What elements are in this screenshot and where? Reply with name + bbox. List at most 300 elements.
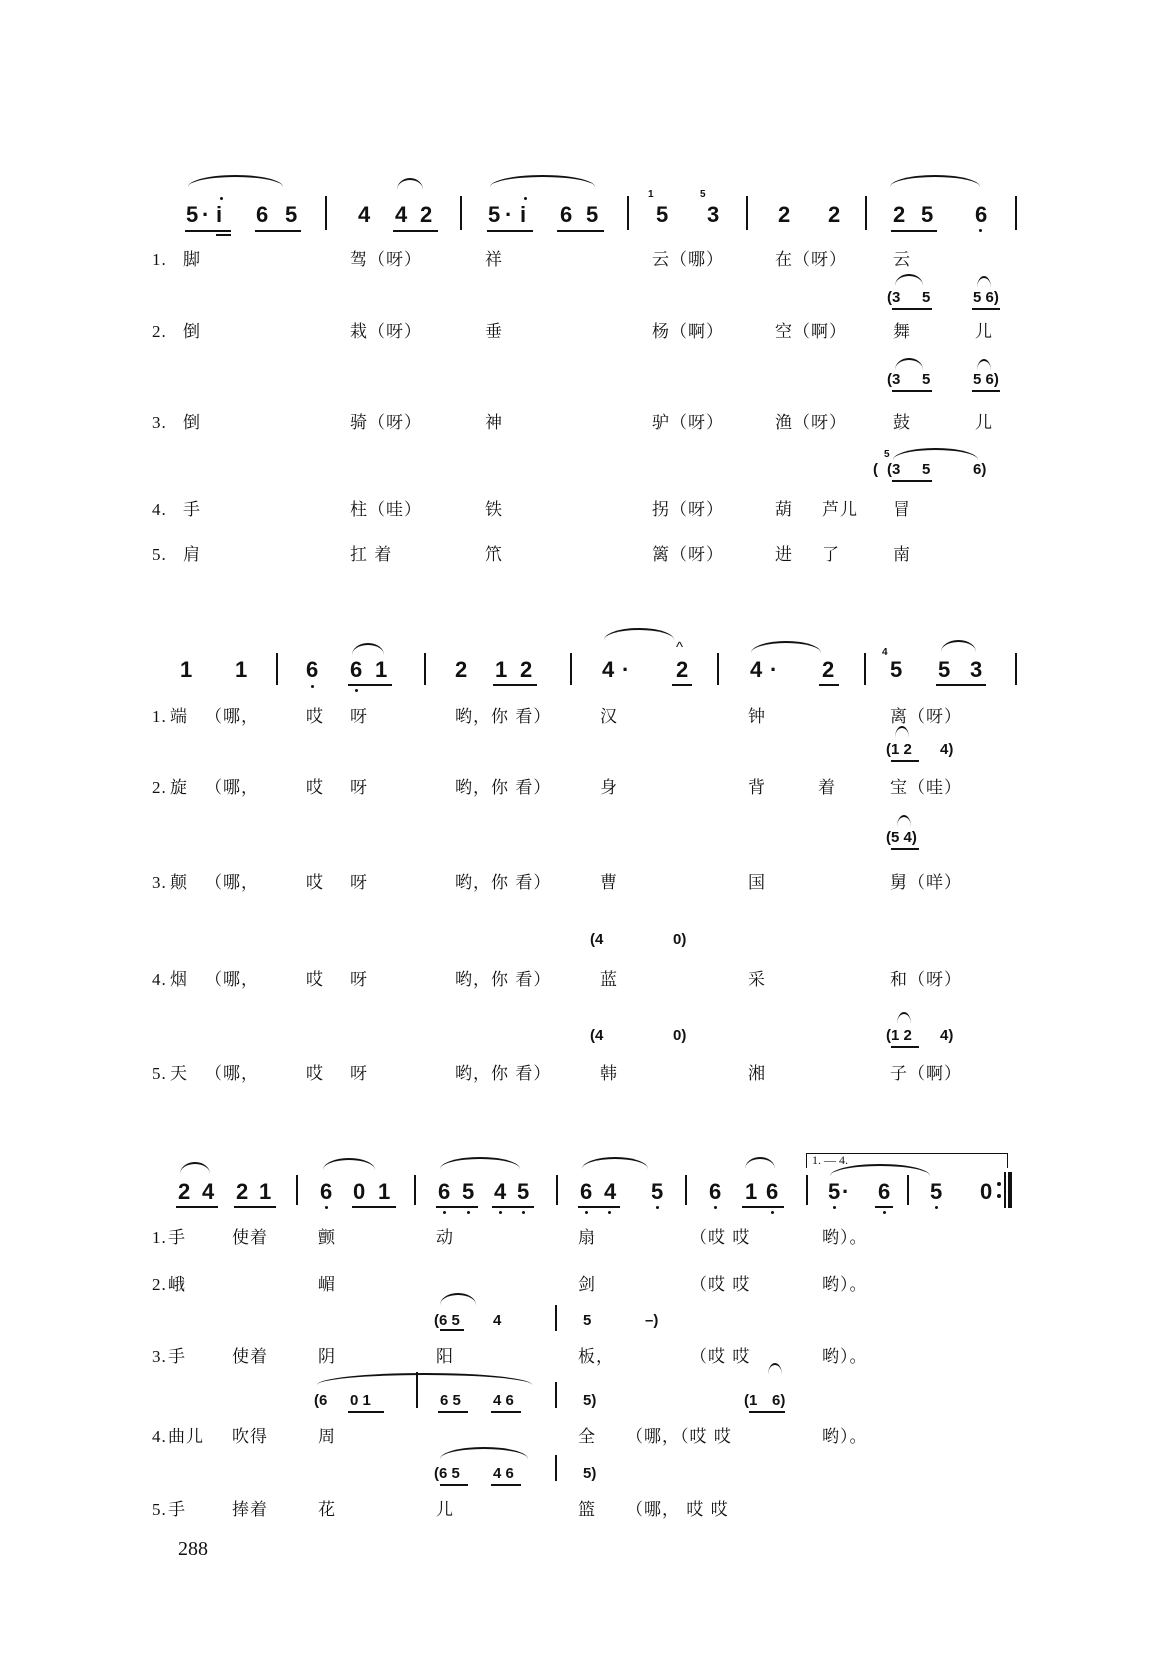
note: 5 6) — [973, 289, 999, 306]
lyric: 栽（呀） — [350, 322, 422, 342]
grace-note: 4 — [882, 647, 888, 658]
note: 5 — [938, 657, 951, 682]
barline — [685, 1175, 687, 1205]
barline — [627, 196, 629, 230]
slur — [751, 641, 821, 653]
note: 6) — [772, 1392, 786, 1409]
barline — [276, 653, 278, 685]
note: 0) — [673, 1027, 687, 1044]
lyric: 扇 — [578, 1228, 596, 1248]
lyric: 篱（呀） — [652, 545, 724, 565]
underline — [742, 1206, 784, 1208]
barline — [1015, 196, 1017, 230]
underline — [348, 1411, 384, 1413]
note: 2 — [893, 202, 906, 227]
lyric: （哪， — [205, 873, 259, 893]
note: 6 — [709, 1179, 722, 1204]
low-octave-dot — [833, 1206, 836, 1209]
note: 4 — [494, 1179, 507, 1204]
barline — [325, 196, 327, 230]
note: 6 — [306, 657, 319, 682]
note: 5 — [828, 1179, 841, 1204]
underline — [936, 684, 986, 686]
slur — [897, 815, 911, 827]
verse-number: 2. — [152, 1275, 167, 1294]
low-octave-dot — [499, 1211, 502, 1214]
high-octave-dot — [524, 197, 527, 200]
lyric: 杨（啊） — [652, 322, 724, 342]
note: 6 — [560, 202, 573, 227]
verse-number: 1. — [152, 250, 167, 269]
note: 3 — [707, 202, 720, 227]
lyric: 哟，你 看） — [455, 778, 552, 798]
note: (3 — [887, 371, 901, 388]
note: 4) — [940, 1027, 954, 1044]
lyric: 和（呀） — [890, 970, 962, 990]
lyric: 儿 — [436, 1500, 454, 1520]
note: 4 6 — [493, 1392, 514, 1409]
note: 2 — [420, 202, 433, 227]
note: 5 — [285, 202, 298, 227]
underline — [234, 1206, 276, 1208]
underline — [875, 1206, 893, 1208]
note: 0 — [353, 1179, 366, 1204]
underline — [749, 1411, 785, 1413]
lyric: 在（呀） — [775, 250, 847, 270]
barline — [806, 1175, 808, 1205]
lyric: 曹 — [600, 873, 618, 893]
verse-number: 5. — [152, 1064, 167, 1083]
note: i — [520, 202, 527, 227]
note: 5 — [186, 202, 199, 227]
barline — [864, 653, 866, 685]
note: (3 — [887, 461, 901, 478]
lyric: 峨 — [168, 1275, 186, 1295]
barline — [555, 1382, 557, 1408]
note: 5 — [656, 202, 669, 227]
lyric: 端 — [170, 707, 188, 727]
barline — [414, 1175, 416, 1205]
barline — [1015, 653, 1017, 685]
lyric: 湘 — [748, 1064, 766, 1084]
lyric: （哪，（哎 哎 — [626, 1427, 732, 1447]
note: (6 5 — [434, 1465, 460, 1482]
underline — [185, 230, 231, 232]
barline — [416, 1372, 418, 1408]
slur — [890, 175, 980, 187]
lyric: （哪， — [205, 970, 259, 990]
lyric: 子（啊） — [890, 1064, 962, 1084]
underline — [487, 230, 533, 232]
lyric: 使着 — [232, 1228, 268, 1248]
note: 5 — [488, 202, 501, 227]
underline — [440, 1484, 468, 1486]
note: 5 — [586, 202, 599, 227]
slur — [490, 175, 595, 187]
lyric: 驾（呀） — [350, 250, 422, 270]
underline — [491, 1411, 521, 1413]
lyric: 铁 — [485, 500, 503, 520]
note: 2 — [178, 1179, 191, 1204]
note: (6 5 — [434, 1312, 460, 1329]
slur — [941, 640, 976, 652]
note: 2 — [676, 657, 689, 682]
note: (6 — [314, 1392, 328, 1409]
lyric: 韩 — [600, 1064, 618, 1084]
note: 5 — [890, 657, 903, 682]
lyric: 了 — [822, 545, 840, 565]
lyric: 呀 — [350, 778, 368, 798]
lyric: 旋 — [170, 778, 188, 798]
barline — [296, 1175, 298, 1205]
lyric: 哎 — [306, 778, 324, 798]
note: 5 — [583, 1312, 592, 1329]
dot-rhythm: · — [202, 202, 210, 227]
note: 2 — [822, 657, 835, 682]
lyric: 背 — [748, 778, 766, 798]
lyric: 哎 — [306, 970, 324, 990]
lyric: 葫 — [775, 500, 793, 520]
note: 0) — [673, 931, 687, 948]
low-octave-dot — [608, 1211, 611, 1214]
note: 6 — [766, 1179, 779, 1204]
note: 6 — [256, 202, 269, 227]
lyric: 骑（呀） — [350, 413, 422, 433]
lyric: 儿 — [975, 413, 993, 433]
lyric: 阳 — [436, 1347, 454, 1367]
low-octave-dot — [979, 229, 982, 232]
low-octave-dot — [585, 1211, 588, 1214]
lyric: 周 — [318, 1427, 336, 1447]
lyric: 阴 — [318, 1347, 336, 1367]
lyric: 曲儿 — [168, 1427, 204, 1447]
note: 5 — [921, 202, 934, 227]
note: 4 6 — [493, 1465, 514, 1482]
note: 2 — [778, 202, 791, 227]
underline — [493, 684, 537, 686]
note: 1 — [375, 657, 388, 682]
lyric: 花 — [318, 1500, 336, 1520]
lyric: 扛 着 — [350, 545, 393, 565]
lyric: 哎 — [306, 707, 324, 727]
slur — [440, 1293, 476, 1305]
lyric: 钟 — [748, 707, 766, 727]
low-octave-dot — [714, 1206, 717, 1209]
note: 4 — [604, 1179, 617, 1204]
verse-number: 1. — [152, 707, 167, 726]
note: 5 — [651, 1179, 664, 1204]
lyric: 呀 — [350, 873, 368, 893]
lyric: 哟，你 看） — [455, 970, 552, 990]
note: 1 — [495, 657, 508, 682]
lyric: （哪， — [205, 778, 259, 798]
note: 1 — [745, 1179, 758, 1204]
lyric: 驴（呀） — [652, 413, 724, 433]
note: (1 — [744, 1392, 758, 1409]
low-octave-dot — [467, 1211, 470, 1214]
slur — [604, 628, 674, 640]
lyric: 哟）。 — [822, 1275, 868, 1295]
lyric: 云（哪） — [652, 250, 724, 270]
note: 6 — [350, 657, 363, 682]
slur — [895, 726, 909, 738]
underline — [216, 234, 231, 236]
grace-note: 5 — [884, 449, 890, 460]
lyric: 冒 — [893, 500, 911, 520]
lyric: 手 — [168, 1500, 186, 1520]
low-octave-dot — [656, 1206, 659, 1209]
lyric: 采 — [748, 970, 766, 990]
grace-note: 5 — [700, 189, 706, 200]
underline — [436, 1206, 478, 1208]
note: i — [216, 202, 223, 227]
low-octave-dot — [311, 685, 314, 688]
underline — [972, 390, 1000, 392]
lyric: 哎 — [306, 873, 324, 893]
slur — [893, 448, 978, 460]
note: 1 — [180, 657, 193, 682]
verse-number: 3. — [152, 1347, 167, 1366]
lyric: 哟，你 看） — [455, 873, 552, 893]
lyric: 拐（呀） — [652, 500, 724, 520]
lyric: 倒 — [183, 322, 201, 342]
lyric: 肩 — [183, 545, 201, 565]
verse-number: 4. — [152, 970, 167, 989]
lyric: 捧着 — [232, 1500, 268, 1520]
lyric: 舅（咩） — [890, 873, 962, 893]
underline — [176, 1206, 218, 1208]
lyric: （哎 哎 — [690, 1228, 751, 1248]
dot-rhythm: · — [505, 202, 513, 227]
note: 1 — [235, 657, 248, 682]
lyric: 柱（哇） — [350, 500, 422, 520]
slur — [440, 1447, 528, 1459]
high-octave-dot — [220, 197, 223, 200]
lyric: 哟，你 看） — [455, 1064, 552, 1084]
barline — [907, 1175, 909, 1205]
lyric: 笊 — [485, 545, 503, 565]
barline — [556, 1175, 558, 1205]
note: (5 4) — [886, 829, 917, 846]
barline — [460, 196, 462, 230]
slur — [323, 1158, 375, 1170]
note: 2 — [520, 657, 533, 682]
slur — [397, 178, 423, 190]
slur — [977, 359, 991, 371]
low-octave-dot — [883, 1211, 886, 1214]
lyric: 哎 — [306, 1064, 324, 1084]
note: 5 — [922, 289, 931, 306]
slur — [440, 1157, 520, 1169]
note: 4 — [750, 657, 763, 682]
lyric: 舞 — [893, 322, 911, 342]
verse-number: 5. — [152, 1500, 167, 1519]
underline — [255, 230, 301, 232]
note: 4 — [602, 657, 615, 682]
lyric: 离（呀） — [890, 707, 962, 727]
lyric: 垂 — [485, 322, 503, 342]
lyric: 呀 — [350, 970, 368, 990]
lyric: 云 — [893, 250, 911, 270]
slur — [895, 358, 923, 370]
note: 3 — [970, 657, 983, 682]
note: 6) — [973, 461, 987, 478]
barline — [865, 196, 867, 230]
slur — [745, 1157, 775, 1169]
dot-rhythm: · — [842, 1179, 850, 1204]
verse-number: 2. — [152, 778, 167, 797]
note: 5 — [922, 461, 931, 478]
note: 4 — [202, 1179, 215, 1204]
lyric: 南 — [893, 545, 911, 565]
note: 5) — [583, 1465, 597, 1482]
note: 2 — [828, 202, 841, 227]
lyric: 呀 — [350, 707, 368, 727]
underline — [891, 848, 919, 850]
lyric: 嵋 — [318, 1275, 336, 1295]
lyric: （哪， — [205, 1064, 259, 1084]
low-octave-dot — [522, 1211, 525, 1214]
lyric: 板， — [578, 1347, 614, 1367]
slur — [582, 1157, 648, 1169]
lyric: （哪， 哎 哎 — [626, 1500, 729, 1520]
low-octave-dot — [935, 1206, 938, 1209]
verse-number: 3. — [152, 873, 167, 892]
low-octave-dot — [771, 1211, 774, 1214]
note: 4 — [358, 202, 371, 227]
underline — [438, 1411, 468, 1413]
note: (3 — [887, 289, 901, 306]
note: 4 — [395, 202, 408, 227]
note: (4 — [590, 1027, 604, 1044]
underline — [557, 230, 604, 232]
underline — [578, 1206, 620, 1208]
lyric: 哟）。 — [822, 1347, 868, 1367]
lyric: 芦儿 — [822, 500, 858, 520]
underline — [972, 308, 1000, 310]
low-octave-dot — [325, 1206, 328, 1209]
verse-number: 5. — [152, 545, 167, 564]
underline — [393, 230, 438, 232]
underline — [352, 1206, 396, 1208]
lyric: 儿 — [975, 322, 993, 342]
lyric: 手 — [183, 500, 201, 520]
lyric: 篮 — [578, 1500, 596, 1520]
lyric: （哪， — [205, 707, 259, 727]
note: 5 — [517, 1179, 530, 1204]
note: 6 — [580, 1179, 593, 1204]
underline — [819, 684, 839, 686]
slur — [895, 274, 923, 286]
note: (1 2 — [886, 741, 912, 758]
lyric: 使着 — [232, 1347, 268, 1367]
lyric: 神 — [485, 413, 503, 433]
note: 5 — [922, 371, 931, 388]
underline — [348, 684, 392, 686]
verse-number: 4. — [152, 500, 167, 519]
slur — [977, 276, 991, 288]
note: 6 — [878, 1179, 891, 1204]
note: –) — [645, 1312, 659, 1329]
lyric: 汉 — [600, 707, 618, 727]
lyric: 宝（哇） — [890, 778, 962, 798]
note: 5 — [930, 1179, 943, 1204]
lyric: 手 — [168, 1228, 186, 1248]
note: 4) — [940, 741, 954, 758]
lyric: 渔（呀） — [775, 413, 847, 433]
barline — [555, 1305, 557, 1331]
underline — [892, 480, 932, 482]
low-octave-dot — [355, 689, 358, 692]
note: 0 1 — [350, 1392, 371, 1409]
underline — [891, 760, 919, 762]
lyric: 呀 — [350, 1064, 368, 1084]
note: 1 — [378, 1179, 391, 1204]
accent-mark: ^ — [676, 639, 684, 656]
note: 5 — [462, 1179, 475, 1204]
underline — [892, 390, 932, 392]
lyric: 身 — [600, 778, 618, 798]
note: (1 2 — [886, 1027, 912, 1044]
slur — [352, 643, 384, 655]
note: 5) — [583, 1392, 597, 1409]
note: 2 — [455, 657, 468, 682]
slur — [768, 1363, 782, 1375]
lyric: 空（啊） — [775, 322, 847, 342]
lyric: 剑 — [578, 1275, 596, 1295]
dot-rhythm: · — [622, 657, 630, 682]
lyric: 烟 — [170, 970, 188, 990]
barline — [717, 653, 719, 685]
note: 6 — [975, 202, 988, 227]
lyric: 全 — [578, 1427, 596, 1447]
lyric: 天 — [170, 1064, 188, 1084]
slur — [180, 1162, 210, 1174]
underline — [891, 230, 937, 232]
verse-number: 3. — [152, 413, 167, 432]
note: 5 6) — [973, 371, 999, 388]
slur — [188, 175, 283, 187]
underline — [492, 1206, 534, 1208]
verse-number: 2. — [152, 322, 167, 341]
lyric: 蓝 — [600, 970, 618, 990]
slur — [317, 1373, 532, 1385]
lyric: 进 — [775, 545, 793, 565]
underline — [892, 308, 932, 310]
barline — [570, 653, 572, 685]
lyric: 着 — [818, 778, 836, 798]
dot-rhythm: · — [770, 657, 778, 682]
barline — [555, 1455, 557, 1481]
barline — [424, 653, 426, 685]
lyric: 哟）。 — [822, 1228, 868, 1248]
lyric: 祥 — [485, 250, 503, 270]
underline — [891, 1046, 919, 1048]
underline — [440, 1329, 464, 1331]
lyric: 手 — [168, 1347, 186, 1367]
lyric: 倒 — [183, 413, 201, 433]
page-number: 288 — [178, 1538, 208, 1560]
note: 0 — [980, 1179, 993, 1204]
lyric: 吹得 — [232, 1427, 268, 1447]
lyric: 哟）。 — [822, 1427, 868, 1447]
lyric: 哟，你 看） — [455, 707, 552, 727]
note: 6 5 — [440, 1392, 461, 1409]
end-repeat-sign — [997, 1172, 1013, 1208]
underline — [672, 684, 692, 686]
verse-number: 1. — [152, 1228, 167, 1247]
lyric: 动 — [436, 1228, 454, 1248]
